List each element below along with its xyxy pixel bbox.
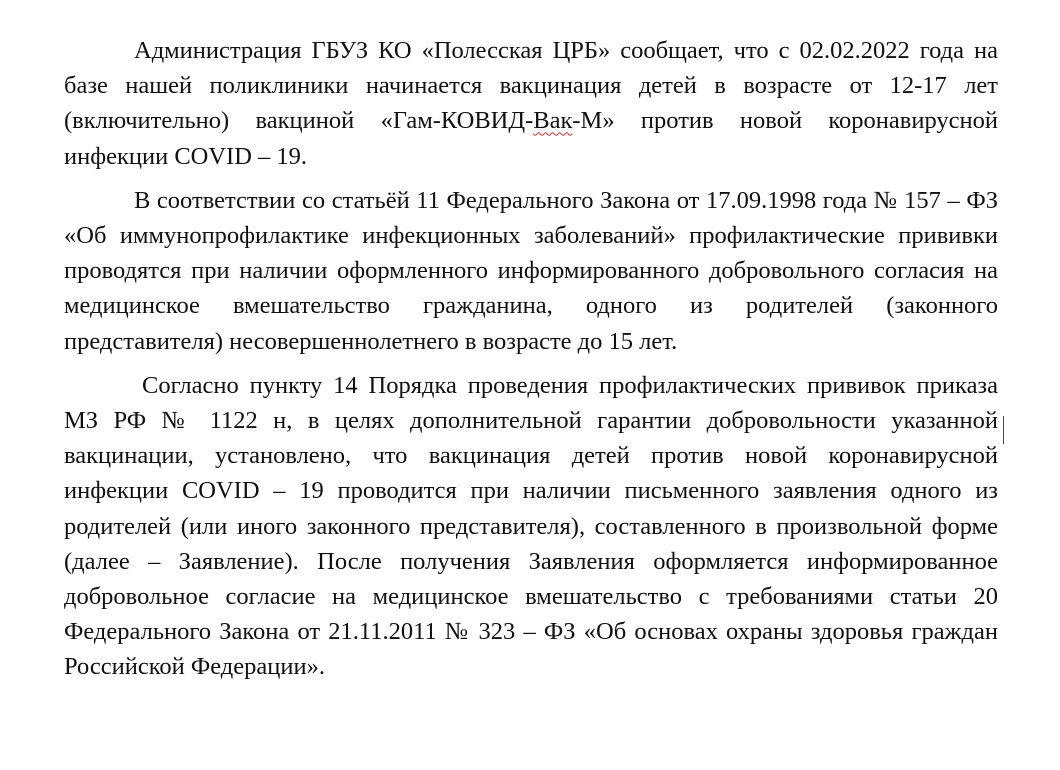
text-cursor bbox=[1003, 416, 1004, 444]
paragraph-immunoprophylaxis-law bbox=[64, 183, 998, 359]
paragraph-text: Согласно пункту 14 Порядка проведения профилактических прививок приказа МЗ РФ № 1122 н, в целях дополнительной гарантии добровольности указанной вакцинации, установлено, что вакцинация детей против новой коронавирусной инфекции COVID – 19 проводится при наличии письменного заявления одного из родителей (или иного законного представителя), составленного в произвольной форме (далее – Заявление). После получения Заявления оформляется информированное добровольное согласие на медицинское вмешательство с требованиями статьи 20 Федерального Закона от 21.11.2011 № 323 – ФЗ «Об основах охраны здоровья граждан Российской Федерации». bbox=[64, 371, 998, 681]
paragraph-text: В соответствии со статьёй 11 Федерального Закона от 17.09.1998 года № 157 – ФЗ «Об иммунопрофилактике инфекционных заболеваний» профилактические прививки проводятся при наличии оформленного информированного добровольного согласия на медицинское вмешательство гражданина, одного из родителей (законного представителя) несовершеннолетнего в возрасте до 15 лет. bbox=[64, 186, 998, 355]
spellcheck-marked-word: Вак bbox=[533, 107, 573, 135]
paragraph-vaccination-procedure bbox=[64, 368, 998, 685]
paragraph-vaccination-announcement bbox=[64, 33, 998, 174]
document-body[interactable] bbox=[64, 33, 998, 685]
paragraph-text: Администрация ГБУЗ КО «Полесская ЦРБ» сообщает, что с 02.02.2022 года на базе нашей поликлиники начинается вакцинация детей в возрасте от 12-17 лет (включительно) вакциной «Гам-КОВИД- bbox=[64, 37, 998, 135]
paragraph-text-continued: -М» против новой коронавирусной инфекции COVID – 19. bbox=[64, 107, 998, 170]
